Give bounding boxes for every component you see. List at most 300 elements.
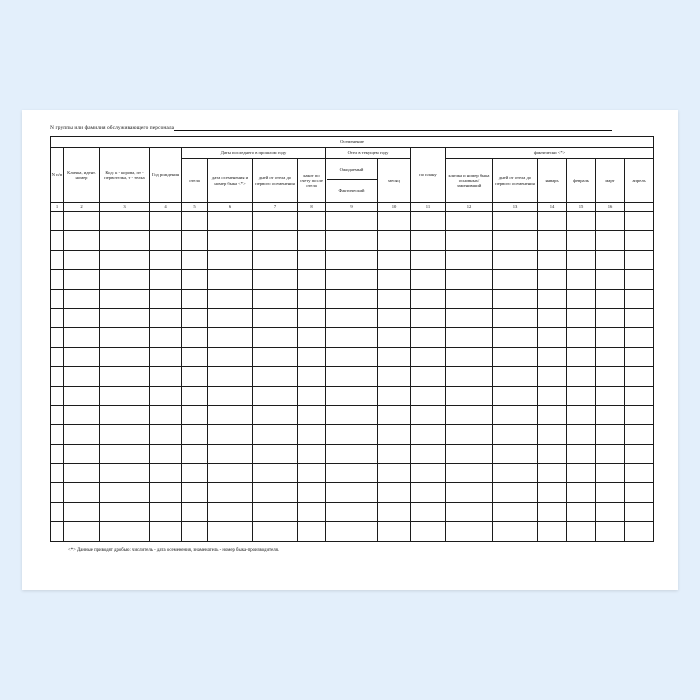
table-cell[interactable] bbox=[378, 425, 411, 444]
table-cell[interactable] bbox=[150, 231, 182, 250]
table-cell[interactable] bbox=[182, 328, 208, 347]
table-cell[interactable] bbox=[253, 231, 298, 250]
table-cell[interactable] bbox=[298, 386, 326, 405]
table-cell[interactable] bbox=[208, 231, 253, 250]
table-cell[interactable] bbox=[378, 386, 411, 405]
table-cell[interactable] bbox=[182, 212, 208, 231]
group-header-actual: фактически <*> bbox=[446, 148, 654, 159]
table-cell[interactable] bbox=[411, 289, 446, 308]
table-cell[interactable] bbox=[51, 231, 64, 250]
table-cell[interactable] bbox=[625, 405, 654, 424]
table-cell[interactable] bbox=[100, 425, 150, 444]
table-cell[interactable] bbox=[326, 425, 378, 444]
table-cell[interactable] bbox=[378, 270, 411, 289]
table-cell[interactable] bbox=[625, 522, 654, 541]
table-cell[interactable] bbox=[298, 367, 326, 386]
table-cell[interactable] bbox=[538, 367, 567, 386]
table-cell[interactable] bbox=[64, 270, 100, 289]
table-cell[interactable] bbox=[150, 425, 182, 444]
table-cell[interactable] bbox=[596, 367, 625, 386]
table-cell[interactable] bbox=[64, 347, 100, 366]
table-cell[interactable] bbox=[625, 212, 654, 231]
table-cell[interactable] bbox=[326, 289, 378, 308]
table-cell[interactable] bbox=[378, 308, 411, 327]
table-cell[interactable] bbox=[493, 250, 538, 269]
table-cell[interactable] bbox=[446, 347, 493, 366]
table-cell[interactable] bbox=[493, 308, 538, 327]
table-cell[interactable] bbox=[150, 289, 182, 308]
table-cell[interactable] bbox=[538, 270, 567, 289]
table-cell[interactable] bbox=[64, 289, 100, 308]
table-cell[interactable] bbox=[150, 367, 182, 386]
table-cell[interactable] bbox=[51, 464, 64, 483]
col-number-8: 8 bbox=[298, 203, 326, 212]
table-cell[interactable] bbox=[51, 308, 64, 327]
table-cell[interactable] bbox=[51, 367, 64, 386]
table-cell[interactable] bbox=[100, 444, 150, 463]
table-cell[interactable] bbox=[625, 444, 654, 463]
table-cell[interactable] bbox=[446, 444, 493, 463]
table-cell[interactable] bbox=[378, 444, 411, 463]
table-cell[interactable] bbox=[150, 405, 182, 424]
table-cell[interactable] bbox=[51, 289, 64, 308]
table-cell[interactable] bbox=[208, 483, 253, 502]
table-cell[interactable] bbox=[446, 308, 493, 327]
table-cell[interactable] bbox=[538, 405, 567, 424]
table-cell[interactable] bbox=[493, 212, 538, 231]
table-cell[interactable] bbox=[493, 231, 538, 250]
table-cell[interactable] bbox=[596, 386, 625, 405]
table-cell[interactable] bbox=[596, 328, 625, 347]
table-cell[interactable] bbox=[298, 231, 326, 250]
table-cell[interactable] bbox=[378, 347, 411, 366]
table-cell[interactable] bbox=[596, 483, 625, 502]
insemination-table bbox=[50, 136, 654, 542]
table-cell[interactable] bbox=[625, 231, 654, 250]
table-cell[interactable] bbox=[378, 289, 411, 308]
table-cell[interactable] bbox=[411, 212, 446, 231]
table-cell[interactable] bbox=[538, 347, 567, 366]
table-cell[interactable] bbox=[567, 308, 596, 327]
table-cell[interactable] bbox=[64, 212, 100, 231]
table-cell[interactable] bbox=[411, 231, 446, 250]
table-cell[interactable] bbox=[150, 347, 182, 366]
table-cell[interactable] bbox=[493, 483, 538, 502]
table-cell[interactable] bbox=[64, 231, 100, 250]
table-cell[interactable] bbox=[596, 405, 625, 424]
table-cell[interactable] bbox=[446, 502, 493, 521]
table-cell[interactable] bbox=[446, 250, 493, 269]
table-cell[interactable] bbox=[298, 289, 326, 308]
table-cell[interactable] bbox=[625, 502, 654, 521]
table-cell[interactable] bbox=[64, 502, 100, 521]
table-cell[interactable] bbox=[567, 464, 596, 483]
table-cell[interactable] bbox=[493, 347, 538, 366]
table-cell[interactable] bbox=[538, 308, 567, 327]
table-cell[interactable] bbox=[298, 347, 326, 366]
table-cell[interactable] bbox=[326, 464, 378, 483]
table-cell[interactable] bbox=[51, 522, 64, 541]
table-cell[interactable] bbox=[596, 347, 625, 366]
table-cell[interactable] bbox=[100, 405, 150, 424]
table-cell[interactable] bbox=[538, 250, 567, 269]
table-cell[interactable] bbox=[298, 328, 326, 347]
table-cell[interactable] bbox=[446, 231, 493, 250]
table-row bbox=[51, 347, 654, 366]
table-cell[interactable] bbox=[596, 464, 625, 483]
table-cell[interactable] bbox=[64, 405, 100, 424]
table-cell[interactable] bbox=[298, 425, 326, 444]
table-cell[interactable] bbox=[253, 522, 298, 541]
table-cell[interactable] bbox=[538, 444, 567, 463]
table-cell[interactable] bbox=[182, 464, 208, 483]
table-cell[interactable] bbox=[253, 502, 298, 521]
table-cell[interactable] bbox=[493, 386, 538, 405]
col-header-code: Код: к - корова, пт - первотелка, т - телка bbox=[100, 148, 150, 203]
table-cell[interactable] bbox=[100, 483, 150, 502]
table-cell[interactable] bbox=[446, 425, 493, 444]
table-cell[interactable] bbox=[64, 367, 100, 386]
table-cell[interactable] bbox=[625, 250, 654, 269]
table-cell[interactable] bbox=[51, 444, 64, 463]
table-cell[interactable] bbox=[625, 464, 654, 483]
table-cell[interactable] bbox=[182, 483, 208, 502]
table-cell[interactable] bbox=[326, 444, 378, 463]
table-cell[interactable] bbox=[208, 425, 253, 444]
table-cell[interactable] bbox=[326, 250, 378, 269]
table-cell[interactable] bbox=[298, 483, 326, 502]
table-cell[interactable] bbox=[538, 328, 567, 347]
table-cell[interactable] bbox=[446, 405, 493, 424]
table-cell[interactable] bbox=[538, 483, 567, 502]
table-cell[interactable] bbox=[208, 464, 253, 483]
table-cell[interactable] bbox=[625, 270, 654, 289]
table-cell[interactable] bbox=[326, 270, 378, 289]
table-cell[interactable] bbox=[298, 250, 326, 269]
table-cell[interactable] bbox=[538, 231, 567, 250]
table-cell[interactable] bbox=[493, 328, 538, 347]
table-cell[interactable] bbox=[51, 425, 64, 444]
table-cell[interactable] bbox=[326, 308, 378, 327]
table-cell[interactable] bbox=[51, 386, 64, 405]
table-cell[interactable] bbox=[253, 444, 298, 463]
table-cell[interactable] bbox=[150, 502, 182, 521]
table-cell[interactable] bbox=[100, 328, 150, 347]
table-cell[interactable] bbox=[538, 289, 567, 308]
table-cell[interactable] bbox=[625, 328, 654, 347]
table-cell[interactable] bbox=[100, 502, 150, 521]
table-cell[interactable] bbox=[182, 250, 208, 269]
table-cell[interactable] bbox=[253, 347, 298, 366]
table-cell[interactable] bbox=[378, 502, 411, 521]
table-cell[interactable] bbox=[51, 405, 64, 424]
table-cell[interactable] bbox=[493, 425, 538, 444]
table-cell[interactable] bbox=[567, 502, 596, 521]
table-cell[interactable] bbox=[298, 522, 326, 541]
table-cell[interactable] bbox=[538, 386, 567, 405]
table-cell[interactable] bbox=[538, 212, 567, 231]
table-cell[interactable] bbox=[378, 367, 411, 386]
table-cell[interactable] bbox=[51, 328, 64, 347]
table-cell[interactable] bbox=[411, 483, 446, 502]
table-cell[interactable] bbox=[567, 347, 596, 366]
table-cell[interactable] bbox=[596, 444, 625, 463]
table-cell[interactable] bbox=[411, 444, 446, 463]
table-cell[interactable] bbox=[493, 464, 538, 483]
table-cell[interactable] bbox=[298, 464, 326, 483]
table-cell[interactable] bbox=[150, 328, 182, 347]
table-cell[interactable] bbox=[596, 425, 625, 444]
table-cell[interactable] bbox=[51, 502, 64, 521]
table-cell[interactable] bbox=[446, 270, 493, 289]
table-cell[interactable] bbox=[150, 212, 182, 231]
table-cell[interactable] bbox=[298, 444, 326, 463]
table-cell[interactable] bbox=[596, 270, 625, 289]
table-cell[interactable] bbox=[596, 308, 625, 327]
table-cell[interactable] bbox=[538, 502, 567, 521]
table-cell[interactable] bbox=[378, 231, 411, 250]
table-cell[interactable] bbox=[378, 405, 411, 424]
table-cell[interactable] bbox=[446, 483, 493, 502]
table-cell[interactable] bbox=[100, 367, 150, 386]
table-cell[interactable] bbox=[411, 347, 446, 366]
table-cell[interactable] bbox=[411, 250, 446, 269]
table-cell[interactable] bbox=[208, 308, 253, 327]
table-cell[interactable] bbox=[326, 405, 378, 424]
table-cell[interactable] bbox=[100, 289, 150, 308]
table-cell[interactable] bbox=[208, 289, 253, 308]
table-cell[interactable] bbox=[596, 502, 625, 521]
table-cell[interactable] bbox=[100, 250, 150, 269]
table-cell[interactable] bbox=[253, 270, 298, 289]
table-cell[interactable] bbox=[253, 250, 298, 269]
table-cell[interactable] bbox=[411, 522, 446, 541]
table-cell[interactable] bbox=[51, 483, 64, 502]
table-body bbox=[51, 212, 654, 542]
table-cell[interactable] bbox=[182, 289, 208, 308]
table-cell[interactable] bbox=[208, 405, 253, 424]
table-cell[interactable] bbox=[150, 386, 182, 405]
col-header-april: апрель bbox=[625, 159, 654, 203]
table-cell[interactable] bbox=[208, 444, 253, 463]
table-cell[interactable] bbox=[100, 308, 150, 327]
table-cell[interactable] bbox=[208, 250, 253, 269]
table-cell[interactable] bbox=[64, 483, 100, 502]
table-cell[interactable] bbox=[493, 289, 538, 308]
table-cell[interactable] bbox=[150, 483, 182, 502]
table-cell[interactable] bbox=[596, 212, 625, 231]
table-cell[interactable] bbox=[100, 386, 150, 405]
table-cell[interactable] bbox=[411, 425, 446, 444]
table-cell[interactable] bbox=[596, 250, 625, 269]
table-cell[interactable] bbox=[567, 386, 596, 405]
table-cell[interactable] bbox=[411, 405, 446, 424]
table-cell[interactable] bbox=[51, 347, 64, 366]
table-cell[interactable] bbox=[253, 425, 298, 444]
table-cell[interactable] bbox=[411, 386, 446, 405]
table-cell[interactable] bbox=[64, 522, 100, 541]
table-cell[interactable] bbox=[253, 464, 298, 483]
table-cell[interactable] bbox=[182, 502, 208, 521]
table-cell[interactable] bbox=[446, 212, 493, 231]
table-cell[interactable] bbox=[182, 308, 208, 327]
table-cell[interactable] bbox=[326, 483, 378, 502]
table-cell[interactable] bbox=[567, 522, 596, 541]
table-cell[interactable] bbox=[411, 464, 446, 483]
table-cell[interactable] bbox=[150, 308, 182, 327]
table-cell[interactable] bbox=[298, 212, 326, 231]
table-cell[interactable] bbox=[538, 425, 567, 444]
table-cell[interactable] bbox=[493, 405, 538, 424]
table-cell[interactable] bbox=[326, 502, 378, 521]
table-cell[interactable] bbox=[64, 464, 100, 483]
table-cell[interactable] bbox=[182, 386, 208, 405]
table-cell[interactable] bbox=[411, 328, 446, 347]
table-cell[interactable] bbox=[253, 212, 298, 231]
table-cell[interactable] bbox=[596, 231, 625, 250]
table-cell[interactable] bbox=[567, 483, 596, 502]
table-row bbox=[51, 328, 654, 347]
table-cell[interactable] bbox=[378, 212, 411, 231]
table-cell[interactable] bbox=[493, 522, 538, 541]
table-cell[interactable] bbox=[378, 522, 411, 541]
table-cell[interactable] bbox=[182, 270, 208, 289]
table-cell[interactable] bbox=[64, 425, 100, 444]
table-cell[interactable] bbox=[378, 464, 411, 483]
table-cell[interactable] bbox=[208, 347, 253, 366]
table-cell[interactable] bbox=[493, 444, 538, 463]
table-cell[interactable] bbox=[253, 405, 298, 424]
table-cell[interactable] bbox=[567, 270, 596, 289]
table-cell[interactable] bbox=[567, 289, 596, 308]
table-cell[interactable] bbox=[596, 522, 625, 541]
table-cell[interactable] bbox=[326, 212, 378, 231]
table-cell[interactable] bbox=[64, 328, 100, 347]
table-cell[interactable] bbox=[182, 444, 208, 463]
col-number-7: 7 bbox=[253, 203, 298, 212]
table-cell[interactable] bbox=[326, 328, 378, 347]
table-cell[interactable] bbox=[446, 367, 493, 386]
table-cell[interactable] bbox=[208, 328, 253, 347]
table-cell[interactable] bbox=[182, 367, 208, 386]
table-cell[interactable] bbox=[326, 367, 378, 386]
table-cell[interactable] bbox=[298, 308, 326, 327]
table-cell[interactable] bbox=[182, 231, 208, 250]
table-cell[interactable] bbox=[253, 328, 298, 347]
table-cell[interactable] bbox=[567, 367, 596, 386]
table-cell[interactable] bbox=[625, 289, 654, 308]
table-cell[interactable] bbox=[567, 328, 596, 347]
table-cell[interactable] bbox=[538, 464, 567, 483]
table-cell[interactable] bbox=[100, 231, 150, 250]
table-cell[interactable] bbox=[51, 212, 64, 231]
table-cell[interactable] bbox=[208, 367, 253, 386]
table-cell[interactable] bbox=[625, 425, 654, 444]
table-cell[interactable] bbox=[567, 444, 596, 463]
table-cell[interactable] bbox=[378, 483, 411, 502]
table-cell[interactable] bbox=[298, 502, 326, 521]
table-cell[interactable] bbox=[567, 231, 596, 250]
table-cell[interactable] bbox=[596, 289, 625, 308]
table-cell[interactable] bbox=[625, 386, 654, 405]
table-cell[interactable] bbox=[378, 328, 411, 347]
table-cell[interactable] bbox=[100, 270, 150, 289]
table-cell[interactable] bbox=[625, 347, 654, 366]
table-cell[interactable] bbox=[150, 464, 182, 483]
table-cell[interactable] bbox=[493, 502, 538, 521]
table-cell[interactable] bbox=[182, 425, 208, 444]
table-cell[interactable] bbox=[100, 522, 150, 541]
table-cell[interactable] bbox=[567, 250, 596, 269]
table-cell[interactable] bbox=[51, 270, 64, 289]
table-cell[interactable] bbox=[208, 502, 253, 521]
table-cell[interactable] bbox=[326, 522, 378, 541]
table-cell[interactable] bbox=[411, 367, 446, 386]
table-cell[interactable] bbox=[182, 405, 208, 424]
table-cell[interactable] bbox=[446, 289, 493, 308]
table-cell[interactable] bbox=[378, 250, 411, 269]
table-cell[interactable] bbox=[150, 250, 182, 269]
table-cell[interactable] bbox=[253, 367, 298, 386]
table-cell[interactable] bbox=[567, 405, 596, 424]
table-cell[interactable] bbox=[100, 212, 150, 231]
table-cell[interactable] bbox=[625, 483, 654, 502]
table-cell[interactable] bbox=[326, 386, 378, 405]
table-cell[interactable] bbox=[411, 270, 446, 289]
table-cell[interactable] bbox=[446, 522, 493, 541]
table-cell[interactable] bbox=[182, 522, 208, 541]
table-cell[interactable] bbox=[150, 444, 182, 463]
table-cell[interactable] bbox=[326, 231, 378, 250]
col-number-blank bbox=[625, 203, 654, 212]
table-cell[interactable] bbox=[64, 250, 100, 269]
table-cell[interactable] bbox=[326, 347, 378, 366]
table-cell[interactable] bbox=[538, 522, 567, 541]
table-cell[interactable] bbox=[64, 386, 100, 405]
table-cell[interactable] bbox=[493, 367, 538, 386]
table-cell[interactable] bbox=[411, 308, 446, 327]
table-cell[interactable] bbox=[208, 212, 253, 231]
table-cell[interactable] bbox=[253, 289, 298, 308]
table-cell[interactable] bbox=[253, 386, 298, 405]
table-cell[interactable] bbox=[51, 250, 64, 269]
table-cell[interactable] bbox=[208, 522, 253, 541]
table-cell[interactable] bbox=[208, 386, 253, 405]
table-cell[interactable] bbox=[100, 347, 150, 366]
table-cell[interactable] bbox=[182, 347, 208, 366]
table-cell[interactable] bbox=[625, 308, 654, 327]
table-cell[interactable] bbox=[150, 270, 182, 289]
table-cell[interactable] bbox=[567, 425, 596, 444]
table-cell[interactable] bbox=[446, 328, 493, 347]
table-cell[interactable] bbox=[493, 270, 538, 289]
table-cell[interactable] bbox=[446, 464, 493, 483]
table-cell[interactable] bbox=[64, 444, 100, 463]
table-cell[interactable] bbox=[253, 308, 298, 327]
table-cell[interactable] bbox=[567, 212, 596, 231]
table-cell[interactable] bbox=[150, 522, 182, 541]
col-header-order-after-calving: какот по счету после отела bbox=[298, 159, 326, 203]
table-cell[interactable] bbox=[446, 386, 493, 405]
table-cell[interactable] bbox=[625, 367, 654, 386]
table-cell[interactable] bbox=[298, 270, 326, 289]
table-cell[interactable] bbox=[208, 270, 253, 289]
table-cell[interactable] bbox=[64, 308, 100, 327]
table-cell[interactable] bbox=[253, 483, 298, 502]
table-cell[interactable] bbox=[100, 464, 150, 483]
table-cell[interactable] bbox=[411, 502, 446, 521]
table-cell[interactable] bbox=[298, 405, 326, 424]
